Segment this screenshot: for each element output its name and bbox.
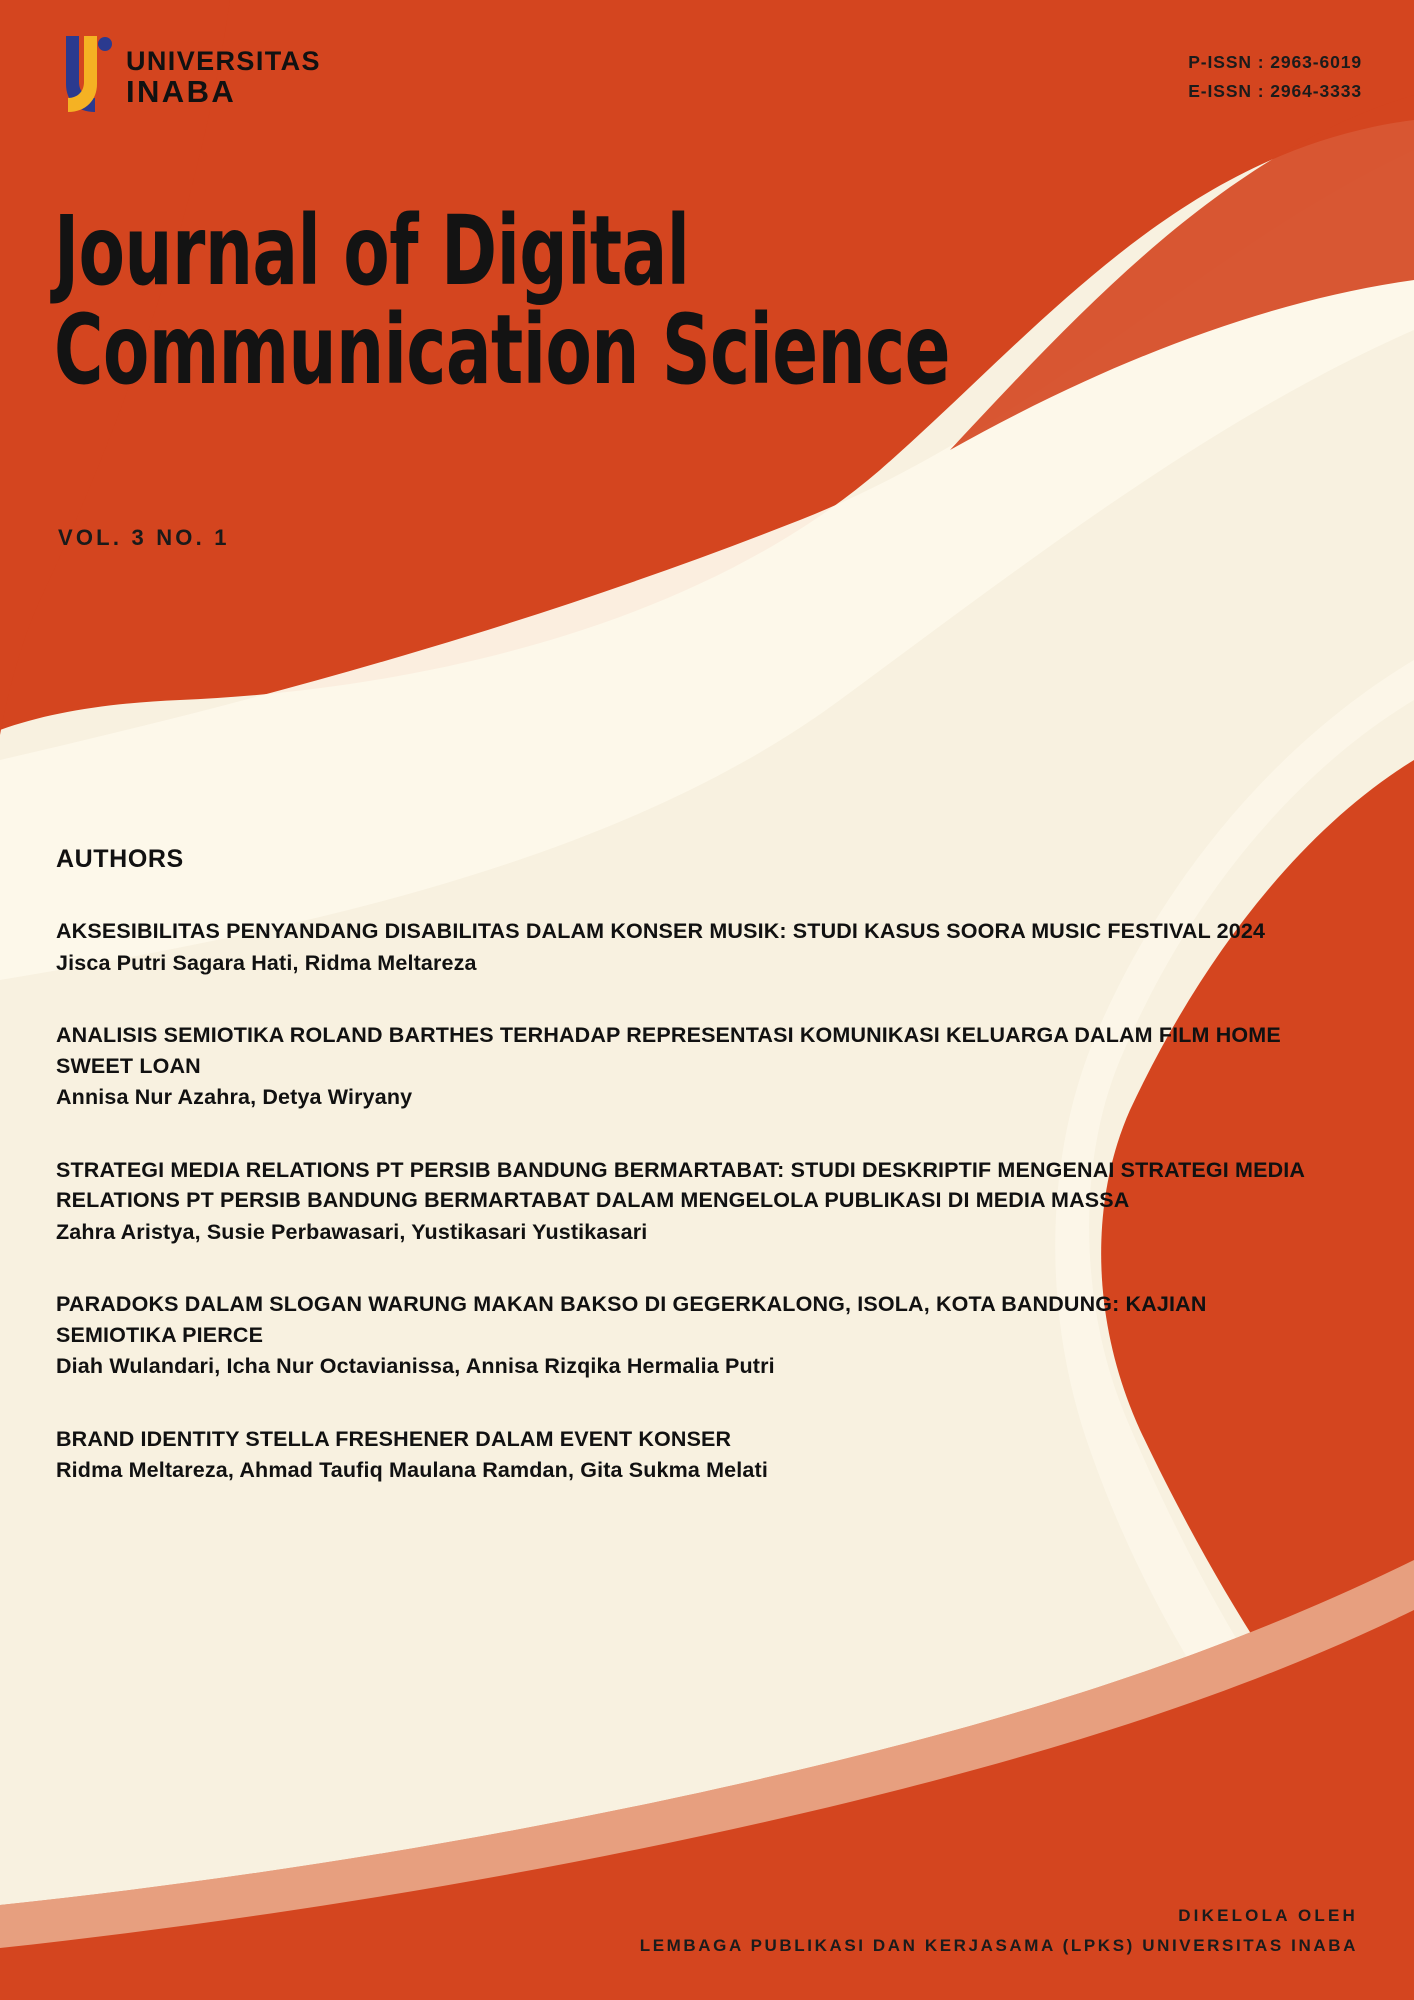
article-entry — [56, 1424, 1356, 1486]
article-title: BRAND IDENTITY STELLA FRESHENER DALAM EVENT KONSER — [56, 1426, 732, 1451]
article-title: AKSESIBILITAS PENYANDANG DISABILITAS DALAM KONSER MUSIK: STUDI KASUS SOORA MUSIC FESTIVAL 2024 — [56, 919, 1266, 943]
volume-issue-label: VOL. 3 NO. 1 — [58, 525, 230, 550]
article-entry — [56, 1020, 1356, 1113]
article-authors: Ridma Meltareza, Ahmad Taufiq Maulana Ramdan, Gita Sukma Melati — [56, 1458, 768, 1483]
article-title: ANALISIS SEMIOTIKA ROLAND BARTHES TERHADAP REPRESENTASI KOMUNIKASI KELUARGA DALAM FILM HOME SWEET LOAN — [56, 1023, 1281, 1078]
authors-section — [56, 845, 1356, 1528]
article-title: PARADOKS DALAM SLOGAN WARUNG MAKAN BAKSO DI GEGERKALONG, ISOLA, KOTA BANDUNG: KAJIAN SEMIOTIKA PIERCE — [56, 1292, 1207, 1347]
e-issn: E-ISSN : 2964-3333 — [1188, 80, 1362, 101]
p-issn: P-ISSN : 2963-6019 — [1188, 52, 1362, 72]
logo-line-inaba: INABA — [126, 73, 237, 109]
authors-heading: AUTHORS — [56, 845, 184, 873]
cover-footer — [640, 1906, 1358, 1956]
logo-line-universitas: UNIVERSITAS — [126, 46, 321, 77]
journal-title-line-2: Communication Science — [54, 294, 951, 407]
journal-title-line-1: Journal of Digital — [54, 195, 690, 307]
article-entry — [56, 916, 1356, 978]
article-authors: Zahra Aristya, Susie Perbawasari, Yustikasari Yustikasari — [56, 1219, 648, 1244]
issn-block — [1188, 48, 1362, 106]
footer-organization: LEMBAGA PUBLIKASI DAN KERJASAMA (LPKS) UNIVERSITAS INABA — [639, 1936, 1358, 1955]
inaba-logo-icon — [60, 34, 112, 116]
article-authors: Jisca Putri Sagara Hati, Ridma Meltareza — [56, 950, 477, 975]
article-authors: Diah Wulandari, Icha Nur Octavianissa, Annisa Rizqika Hermalia Putri — [56, 1354, 775, 1379]
university-logo — [60, 34, 321, 116]
article-entry — [56, 1155, 1356, 1248]
article-authors: Annisa Nur Azahra, Detya Wiryany — [56, 1085, 413, 1110]
article-entry — [56, 1289, 1356, 1382]
article-title: STRATEGI MEDIA RELATIONS PT PERSIB BANDUNG BERMARTABAT: STUDI DESKRIPTIF MENGENAI STRATEGI MEDIA RELATIONS PT PERSIB BANDUNG BERMARTABAT DALAM MENGELOLA PUBLIKASI DI MEDIA MASSA — [56, 1157, 1305, 1213]
footer-managed-by-label: DIKELOLA OLEH — [1178, 1906, 1358, 1925]
journal-title — [54, 195, 994, 407]
